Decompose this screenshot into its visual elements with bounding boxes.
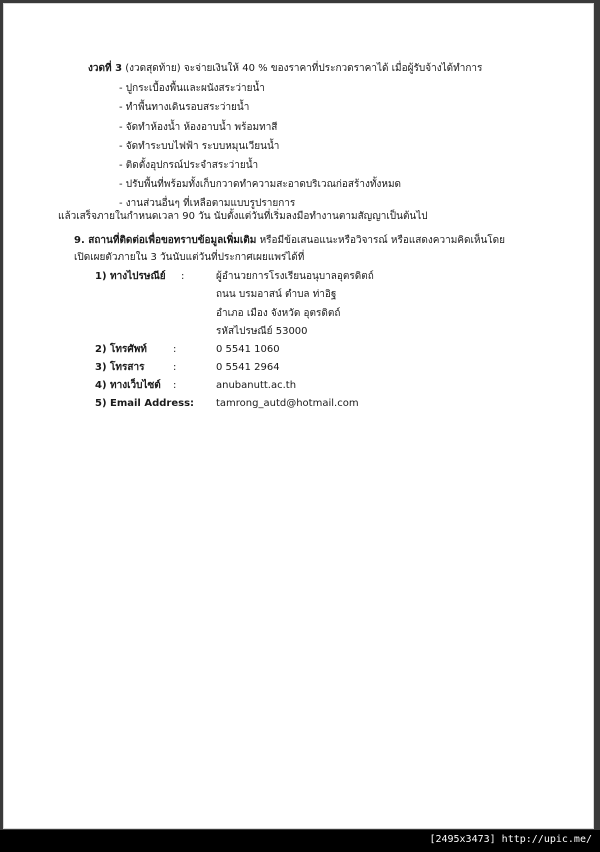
post-address-line: ผู้อำนวยการโรงเรียนอนุบาลอุตรดิตถ์ [216, 271, 374, 282]
section9-line2: เปิดเผยตัวภายใน 3 วันนับแต่วันที่ประกาศเผยแพร่ได้ที่ [74, 252, 305, 263]
contact-colon: : [173, 362, 177, 373]
post-address-line: อำเภอ เมือง จังหวัด อุตรดิตถ์ [216, 308, 341, 319]
installment-item: - ปรับพื้นที่พร้อมทั้งเก็บกวาดทำความสะอาดบริเวณก่อสร้างทั้งหมด [119, 179, 402, 190]
contact-label-post: 1) ทางไปรษณีย์ [95, 271, 166, 282]
email-value: tamrong_autd@hotmail.com [216, 398, 359, 409]
post-address-line: รหัสไปรษณีย์ 53000 [216, 326, 308, 337]
installment-item: - ปูกระเบื้องพื้นและผนังสระว่ายน้ำ [119, 83, 265, 94]
installment-item: - จัดทำห้องน้ำ ห้องอาบน้ำ พร้อมทาสี [119, 122, 278, 133]
contact-label-fax: 3) โทรสาร [95, 362, 145, 373]
footer-text: [2495x3473] http://upic.me/ [429, 834, 592, 845]
contact-label-phone: 2) โทรศัพท์ [95, 344, 147, 355]
post-address-line: ถนน บรมอาสน์ ตำบล ท่าอิฐ [216, 289, 337, 300]
installment-item: - จัดทำระบบไฟฟ้า ระบบหมุนเวียนน้ำ [119, 141, 280, 152]
website-value: anubanutt.ac.th [216, 380, 297, 391]
installment-label: งวดที่ 3 [88, 63, 123, 74]
contact-colon: : [173, 344, 177, 355]
contact-colon: : [181, 271, 185, 282]
installment-item: - ติดตั้งอุปกรณ์ประจำสระว่ายน้ำ [119, 160, 259, 171]
image-host-footer [0, 830, 600, 852]
installment-text: (งวดสุดท้าย) จะจ่ายเงินให้ 40 % ของราคาที่ประกวดราคาได้ เมื่อผู้รับจ้างได้ทำการ [122, 63, 483, 74]
section9-heading: 9. สถานที่ติดต่อเพื่อขอทราบข้อมูลเพิ่มเติม [74, 235, 257, 246]
installment-item: - ทำพื้นทางเดินรอบสระว่ายน้ำ [119, 102, 250, 113]
contact-label-website: 4) ทางเว็บไซต์ [95, 380, 161, 391]
section9-heading-rest: หรือมีข้อเสนอแนะหรือวิจารณ์ หรือแสดงความคิดเห็นโดย [256, 235, 506, 246]
contact-label-email: 5) Email Address: [95, 398, 195, 409]
installment-item: - งานส่วนอื่นๆ ที่เหลือตามแบบรูปรายการ [119, 198, 296, 209]
contact-colon: : [173, 380, 177, 391]
phone-value: 0 5541 1060 [216, 344, 280, 355]
fax-value: 0 5541 2964 [216, 362, 280, 373]
installment-line [88, 62, 482, 75]
document-page [3, 3, 594, 829]
section9-heading-line [74, 234, 505, 247]
completion-line: แล้วเสร็จภายในกำหนดเวลา 90 วัน นับตั้งแต่วันที่เริ่มลงมือทำงานตามสัญญาเป็นต้นไป [58, 211, 428, 222]
